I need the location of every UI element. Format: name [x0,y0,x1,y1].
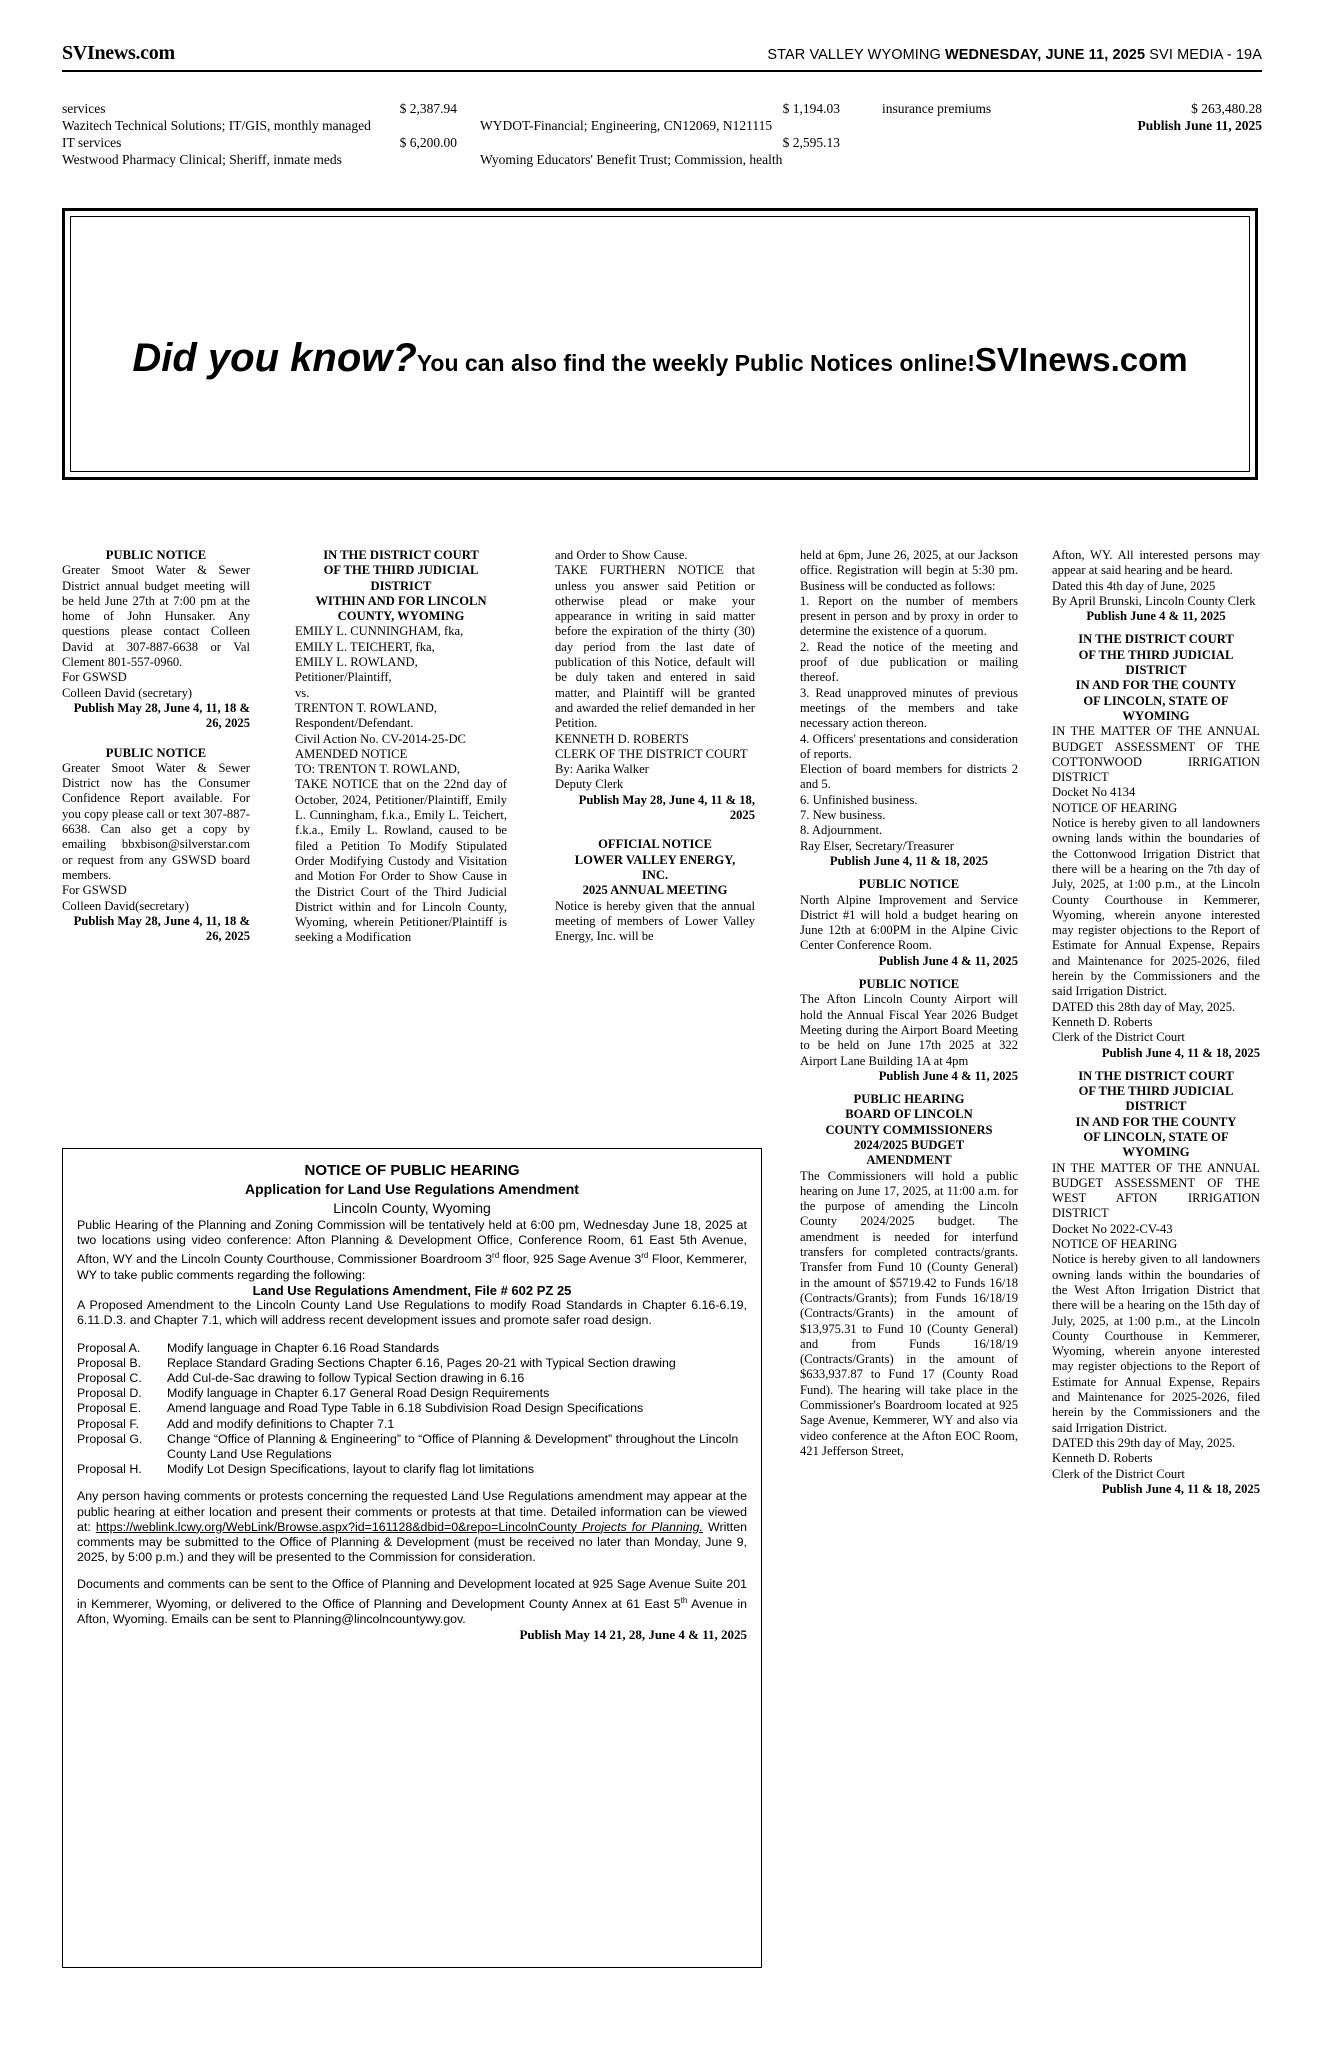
notice-paragraph: EMILY L. TEICHERT, fka, [295,639,435,654]
continuation-row [480,151,840,168]
ph-documents-2: Avenue in Afton, Wyoming. Emails can be sent to Planning@lincolncountywy.gov. [77,1596,747,1626]
notice-heading: OF THE THIRD JUDICIAL [1078,1084,1234,1099]
notice-paragraph: EMILY L. ROWLAND, [295,655,418,670]
ph-intro-1: Public Hearing of the Planning and Zoning Commission will be tentatively held at 6:00 pm, Wednesday June 18, 2025 at two locations using video conference: Afton Planning & Development Office, Conference Room, 61 East 5th Avenue, Afton, WY and the Lincoln County Courthouse, Commissioner Boardroom 3 [77,1218,747,1267]
proposal-text: Modify Lot Design Specifications, layout to clarify flag lot limitations [167,1462,535,1477]
notice-paragraph: TO: TRENTON T. ROWLAND, [295,762,460,777]
notice-heading: WYOMING [1122,1145,1190,1160]
notice-heading: COUNTY, WYOMING [337,609,465,624]
notice-publish-date: Publish June 4 & 11, 2025 [878,953,1018,968]
row-amount: $ 2,595.13 [782,135,840,150]
notice-heading: BOARD OF LINCOLN [845,1107,973,1122]
notice-publish-date: Publish May 28, June 4, 11, 18 & 26, 2025 [73,913,250,944]
continuation-row [62,134,457,151]
notice-paragraph: Afton, WY. All interested persons may appear at said hearing and be heard. [1052,548,1260,578]
continuation-row [480,117,840,134]
notice-spacer [800,969,1018,977]
notice-paragraph: NOTICE OF HEARING [1052,1237,1178,1252]
row-label: Wazitech Technical Solutions; IT/GIS, monthly managed [62,118,371,133]
notice-heading: PUBLIC NOTICE [858,977,960,992]
proposal-label: Proposal D. [77,1386,142,1401]
notice-spacer [62,732,250,746]
row-amount: $ 1,194.03 [782,101,840,116]
ph-comments [77,1489,747,1565]
masthead-section: SVI MEDIA - 19A [1149,47,1262,63]
masthead-site: SVInews.com [62,42,175,64]
proposal-text: Modify language in Chapter 6.17 General Road Design Requirements [167,1386,550,1401]
notice-paragraph: Notice is hereby given that the annual meeting of members of Lower Valley Energy, Inc. will be [555,898,755,944]
notice-heading: PUBLIC NOTICE [858,877,960,892]
notice-heading: PUBLIC NOTICE [105,745,207,760]
notice-heading: OF THE THIRD JUDICIAL [1078,647,1234,662]
notice-heading: INC. [641,867,669,882]
row-label: WYDOT-Financial; Engineering, CN12069, N121115 [480,118,773,133]
notice-paragraph: 3. Read unapproved minutes of previous meetings of the members and take necessary action thereon. [800,685,1018,731]
notice-paragraph: CLERK OF THE DISTRICT COURT [555,746,748,761]
continuation-row [882,100,1262,117]
continuation-row [62,117,457,134]
ph-intro-3: Floor, Kemmerer, WY to take public comments regarding the following: [77,1252,747,1282]
row-amount: $ 6,200.00 [399,135,457,150]
notice-paragraph: 1. Report on the number of members present in person and by proxy in order to determine the existence of a quorum. [800,593,1018,639]
ph-documents-sup: th [680,1595,688,1605]
notice-paragraph: Petitioner/Plaintiff, [295,670,392,685]
proposal-label: Proposal A. [77,1340,141,1355]
proposal-label: Proposal F. [77,1416,139,1431]
ph-title-line2: Application for Land Use Regulations Amendment [245,1181,579,1197]
proposal-text: Amend language and Road Type Table in 6.18 Subdivision Road Design Specifications [167,1401,644,1416]
notice-paragraph: Colleen David (secretary) [62,685,193,700]
public-hearing-notice [62,1148,762,1968]
continuation-col-2 [480,100,840,168]
ph-title-line1: NOTICE OF PUBLIC HEARING [304,1162,520,1179]
notice-publish-date: Publish May 28, June 4, 11, 18 & 26, 2025 [73,700,250,731]
row-amount: $ 263,480.28 [1191,101,1262,116]
proposal-text: Add Cul-de-Sac drawing to follow Typical Section drawing in 6.16 [167,1370,525,1385]
notice-heading: COUNTY COMMISSIONERS [825,1122,993,1137]
notice-column-b [295,548,507,946]
notice-paragraph: Docket No 4134 [1052,785,1136,800]
ph-proposal-list [77,1341,747,1478]
notice-heading: 2025 ANNUAL MEETING [582,883,728,898]
continuation-col-1 [62,100,457,168]
ph-comments-italic: Projects for Planning. [576,1519,703,1534]
notice-paragraph: 8. Adjournment. [800,823,883,838]
notice-spacer [800,1084,1018,1092]
notice-heading: OF LINCOLN, STATE OF [1083,1129,1229,1144]
publish-date-text: Publish June 11, 2025 [1137,118,1262,133]
ph-intro [77,1218,747,1283]
notice-paragraph: Greater Smoot Water & Sewer District now has the Consumer Confidence Report available. For you copy please call or text 307-887-6638. Can also get a copy by emailing bbxbison@silverstar.com or request from any GSWSD board members. [62,760,250,882]
notice-heading: 2024/2025 BUDGET [853,1137,965,1152]
notice-heading: PUBLIC NOTICE [105,548,207,562]
row-label: services [62,101,106,116]
notice-paragraph: Deputy Clerk [555,777,624,792]
proposal-label: Proposal C. [77,1370,142,1385]
ph-comments-link[interactable]: https://weblink.lcwy.org/WebLink/Browse.aspx?id=161128&dbid=0&repo=LincolnCounty [95,1519,577,1534]
notice-heading: OF LINCOLN, STATE OF [1083,693,1229,708]
proposal-label: Proposal G. [77,1431,143,1446]
continuation-row [62,151,457,168]
ph-comments-1: Any person having comments or protests concerning the requested Land Use Regulations amendment may appear at the public hearing at either location and present their comments or protests at that time. Detailed information can be viewed at: [77,1489,747,1534]
notice-heading: LOWER VALLEY ENERGY, [574,852,736,867]
masthead [62,42,1262,65]
notice-paragraph: Greater Smoot Water & Sewer District annual budget meeting will be held June 27th at 7:00 pm at the home of John Hunsaker. Any questions please contact Colleen David at 307-887-6638 or Val Clement 801-557-0960. [62,563,250,670]
notice-column-a [62,548,250,944]
notice-paragraph: 2. Read the notice of the meeting and proof of due publication or mailing thereof. [800,639,1018,685]
notice-column-d [800,548,1018,1459]
notice-paragraph: DATED this 28th day of May, 2025. [1052,999,1236,1014]
dyk-site: SVInews.com [974,340,1188,378]
dyk-subtext: You can also find the weekly Public Notices online! [416,349,975,376]
proposal-label: Proposal B. [77,1355,142,1370]
proposal-label: Proposal H. [77,1462,142,1477]
notice-paragraph: The Commissioners will hold a public hearing on June 17, 2025, at 11:00 a.m. for the purpose of amending the Lincoln County 2024/2025 budget. The amendment is needed for interfund transfers for completed contracts/grants. Transfer from Fund 10 (County General) in the amount of $5719.42 to Funds 16/18 (Contracts/Grants); from Funds 16/18/19 (Contracts/Grants) in the amount of $13,975.31 to Fund 10 (County General) and from Funds 16/18/19 (Contracts/Grants) in the amount of $633,937.87 to Fund 17 (County Road Fund). The hearing will take place in the Commissioner's Boardroom located at 925 Sage Avenue, Kemmerer, WY and also via video conference at the Afton EOC Room, 421 Jefferson Street, [800,1168,1018,1458]
did-you-know-text [132,336,1187,381]
notice-paragraph: EMILY L. CUNNINGHAM, fka, [295,624,464,639]
notice-paragraph: Civil Action No. CV-2014-25-DC [295,731,466,746]
proposal-text: Modify language in Chapter 6.16 Road Standards [167,1340,440,1355]
notice-paragraph: For GSWSD [62,670,127,685]
notice-heading: OF THE THIRD JUDICIAL [323,563,479,578]
notice-paragraph: NOTICE OF HEARING [1052,800,1178,815]
proposal-text: Add and modify definitions to Chapter 7.1 [167,1416,395,1431]
notice-paragraph: By April Brunski, Lincoln County Clerk [1052,593,1256,608]
notice-paragraph: The Afton Lincoln County Airport will hold the Annual Fiscal Year 2026 Budget Meeting during the Airport Board Meeting to be held on June 17th 2025 at 322 Airport Lane Building 1A at 4pm [800,992,1018,1068]
notice-paragraph: and Order to Show Cause. [555,548,688,562]
notice-paragraph: Kenneth D. Roberts [1052,1014,1153,1029]
dyk-headline: Did you know? [132,335,417,380]
continuation-row [62,100,457,117]
notice-heading: OFFICIAL NOTICE [598,837,712,852]
notice-paragraph: KENNETH D. ROBERTS [555,731,689,746]
masthead-paper: STAR VALLEY WYOMING [767,47,941,63]
publish-date [882,117,1262,134]
proposal-row [77,1462,747,1477]
notice-heading: DISTRICT [1125,1099,1187,1114]
notice-paragraph: Colleen David(secretary) [62,898,189,913]
proposal-row [77,1432,747,1462]
proposal-label: Proposal E. [77,1401,142,1416]
notice-paragraph: held at 6pm, June 26, 2025, at our Jackson office. Registration will begin at 5:30 pm. Business will be conducted as follows: [800,548,1018,593]
notice-heading: IN AND FOR THE COUNTY [1075,1114,1237,1129]
notice-paragraph: 4. Officers' presentations and consideration of reports. [800,731,1018,761]
masthead-divider [62,70,1262,72]
notice-spacer [555,823,755,837]
notice-publish-date: Publish June 4, 11 & 18, 2025 [829,853,989,868]
notice-paragraph: IN THE MATTER OF THE ANNUAL BUDGET ASSESSMENT OF THE WEST AFTON IRRIGATION DISTRICT [1052,1160,1260,1221]
proposal-row [77,1386,747,1401]
notice-column-c [555,548,755,944]
proposal-row [77,1341,747,1356]
notice-heading: IN THE DISTRICT COURT [1078,632,1234,647]
notice-paragraph: Ray Elser, Secretary/Treasurer [800,838,954,853]
continuation-row [480,100,840,117]
notice-paragraph: TAKE FURTHERN NOTICE that unless you answer said Petition or otherwise plead or make your appearance in writing in said matter before the expiration of the thirty (30) day period from the last date of publication of this Notice, default will be duly taken and entered in said matter, and Plaintiff will be granted and awarded the relief demanded in her Petition. [555,563,755,731]
ph-amendment-paragraph: A Proposed Amendment to the Lincoln County Land Use Regulations to modify Road Standards in Chapter 6.16-6.19, 6.11.D.3. and Chapter 7.1, which will address recent development issues and promote safer road design. [77,1298,747,1328]
notice-heading: IN THE DISTRICT COURT [323,548,479,562]
notice-publish-date: Publish June 4 & 11, 2025 [878,1068,1018,1083]
did-you-know-inner-border [70,216,1250,472]
continuation-col-3 [882,100,1262,134]
notice-paragraph: IN THE MATTER OF THE ANNUAL BUDGET ASSESSMENT OF THE COTTONWOOD IRRIGATION DISTRICT [1052,724,1260,785]
proposal-row [77,1371,747,1386]
row-label: Westwood Pharmacy Clinical; Sheriff, inmate meds [62,152,342,167]
proposal-row [77,1356,747,1371]
ph-comments-2: Written comments may be submitted to the Office of Planning & Development (must be received no later than Monday, June 9, 2025, by 5:00 p.m.) and they will be presented to the Commission for consideration. [77,1519,747,1565]
notice-spacer [1052,1061,1260,1069]
proposal-text: Replace Standard Grading Sections Chapter 6.16, Pages 20-21 with Typical Section drawing [167,1355,676,1370]
ph-file-number: Land Use Regulations Amendment, File # 602 PZ 25 [252,1282,572,1298]
notice-heading: DISTRICT [1125,663,1187,678]
notice-paragraph: AMENDED NOTICE [295,746,408,761]
notice-paragraph: TAKE NOTICE that on the 22nd day of October, 2024, Petitioner/Plaintiff, Emily L. Cunningham, f.k.a., Emily L. Teichert, f.k.a., Emily L. Rowland, caused to be filed a Petition To Modify Stipulated Order Modifying Custody and Visitation and Motion For Order to Show Cause in the District Court of the Third Judicial District within and for Lincoln County, Wyoming, wherein Petitioner/Plaintiff is seeking a Modification [295,777,507,945]
notice-heading: PUBLIC HEARING [853,1092,965,1107]
notice-paragraph: Election of board members for districts 2 and 5. [800,762,1018,792]
notice-paragraph: 6. Unfinished business. [800,792,918,807]
notice-heading: AMENDMENT [866,1153,952,1168]
ph-intro-2: floor, 925 Sage Avenue 3 [499,1252,642,1267]
notice-paragraph: Notice is hereby given to all landowners owning lands within the boundaries of the West Afton Irrigation District that there will be a hearing on the 15th day of July, 2025, at 1:00 p.m., at the Lincoln County Courthouse in Kemmerer, Wyoming, wherein anyone interested may register objections to the Report of Estimate for Annual Expense, Repairs and Maintenance for 2025-2026, filed herein by the Commissioners and the said Irrigation District. [1052,1252,1260,1435]
notice-column-e [1052,548,1260,1497]
ph-documents-1: Documents and comments can be sent to the Office of Planning and Development located at 925 Sage Avenue Suite 201 in Kemmerer, Wyoming, or delivered to the Office of Planning and Development County Annex at 61 East 5 [77,1577,747,1611]
notice-publish-date: Publish June 4, 11 & 18, 2025 [1101,1045,1260,1060]
notice-paragraph: Clerk of the District Court [1052,1466,1185,1481]
notice-paragraph: Dated this 4th day of June, 2025 [1052,578,1216,593]
row-label: IT services [62,135,122,150]
ph-documents [77,1577,747,1627]
notice-heading: IN THE DISTRICT COURT [1078,1068,1234,1083]
notice-paragraph: Clerk of the District Court [1052,1030,1185,1045]
proposal-row [77,1417,747,1432]
notice-heading: DISTRICT [370,578,432,593]
notice-paragraph: Docket No 2022-CV-43 [1052,1221,1173,1236]
notice-heading: WITHIN AND FOR LINCOLN [315,593,487,608]
notice-spacer [1052,624,1260,632]
notice-publish-date: Publish May 28, June 4, 11 & 18, 2025 [578,792,755,823]
notice-spacer [800,869,1018,877]
ph-location: Lincoln County, Wyoming [333,1200,491,1216]
proposal-text: Change “Office of Planning & Engineering” to “Office of Planning & Development” throughout the Lincoln County Land Use Regulations [167,1431,739,1461]
notice-publish-date: Publish June 4, 11 & 18, 2025 [1101,1481,1260,1496]
notice-paragraph: Kenneth D. Roberts [1052,1451,1153,1466]
proposal-row [77,1401,747,1416]
row-amount: $ 2,387.94 [399,101,457,116]
notice-paragraph: For GSWSD [62,883,127,898]
ph-intro-sup1: rd [492,1251,500,1261]
notice-paragraph: TRENTON T. ROWLAND, [295,700,438,715]
row-label: Wyoming Educators' Benefit Trust; Commission, health [480,152,783,167]
notice-heading: IN AND FOR THE COUNTY [1075,678,1237,693]
notice-paragraph: North Alpine Improvement and Service District #1 will hold a budget hearing on June 12th at 6:00PM in the Alpine Civic Center Conference Room. [800,892,1018,953]
ph-intro-sup2: rd [641,1251,649,1261]
ph-publish-date: Publish May 14 21, 28, June 4 & 11, 2025 [519,1627,747,1643]
notice-heading: WYOMING [1122,708,1190,723]
notice-paragraph: 7. New business. [800,808,886,823]
notice-paragraph: DATED this 29th day of May, 2025. [1052,1435,1236,1450]
masthead-date: WEDNESDAY, JUNE 11, 2025 [945,47,1146,63]
notice-publish-date: Publish June 4 & 11, 2025 [1086,609,1226,624]
did-you-know-ad [62,208,1258,480]
notice-paragraph: Notice is hereby given to all landowners owning lands within the boundaries of the Cottonwood Irrigation District that there will be a hearing on the 7th day of July, 2025, at 1:00 p.m., at the Lincoln County Courthouse in Kemmerer, Wyoming, wherein anyone interested may register objections to the Report of Estimate for Annual Expense, Repairs and Maintenance for 2025-2026, filed herein by the Commissioners and the said Irrigation District. [1052,816,1260,999]
row-label: insurance premiums [882,101,992,116]
masthead-info [767,47,1262,63]
notice-paragraph: Respondent/Defendant. [295,716,414,731]
notice-paragraph: By: Aarika Walker [555,762,649,777]
continuation-row [480,134,840,151]
notice-paragraph: vs. [295,685,310,700]
